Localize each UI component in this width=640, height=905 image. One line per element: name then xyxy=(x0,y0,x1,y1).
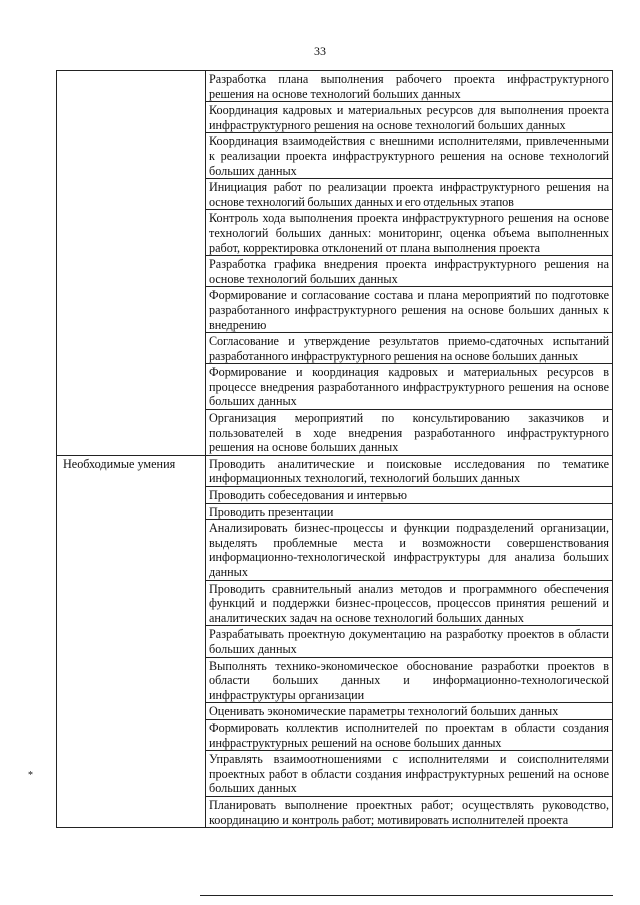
table-row xyxy=(57,71,613,102)
row-label xyxy=(57,71,206,456)
table-row xyxy=(57,455,613,486)
page-number: 33 xyxy=(314,44,326,58)
table-cell: Инициация работ по реализации проекта инфраструктурного решения на основе технологий больших данных и его отдельных этапов xyxy=(206,179,613,210)
table-cell: Разработка плана выполнения рабочего проекта инфраструктурного решения на основе технологий больших данных xyxy=(206,71,613,102)
table-cell: Проводить собеседования и интервью xyxy=(206,487,613,504)
table-cell: Организация мероприятий по консультированию заказчиков и пользователей в ходе внедрения разработанного инфраструктурного решения на основе больших данных xyxy=(206,410,613,456)
table-cell: Разработка графика внедрения проекта инфраструктурного решения на основе технологий больших данных xyxy=(206,256,613,287)
table-cell: Выполнять технико-экономическое обоснование разработки проектов в области больших данных и информационно-технологической инфраструктуры организации xyxy=(206,657,613,703)
margin-mark: * xyxy=(28,770,33,781)
table-cell: Формирование и координация кадровых и материальных ресурсов в процессе внедрения разработанного инфраструктурного решения на основе больших данных xyxy=(206,364,613,410)
table-cell: Планировать выполнение проектных работ; осуществлять руководство, координацию и контроль работ; мотивировать исполнителей проекта xyxy=(206,796,613,827)
table-cell: Анализировать бизнес-процессы и функции подразделений организации, выделять проблемные места и возможности совершенствования информационно-технологической инфраструктуры для анализа больших данных xyxy=(206,520,613,580)
table-cell: Контроль хода выполнения проекта инфраструктурного решения на основе технологий больших данных: мониторинг, оценка объема выполненных работ, корректировка отклонений от плана выполнения проекта xyxy=(206,210,613,256)
table-cell: Формировать коллектив исполнителей по проектам в области создания инфраструктурных решений на основе больших данных xyxy=(206,719,613,750)
bottom-rule xyxy=(200,895,613,896)
table-cell: Координация взаимодействия с внешними исполнителями, привлеченными к реализации проекта инфраструктурного решения на основе технологий больших данных xyxy=(206,133,613,179)
row-label: Необходимые умения xyxy=(57,455,206,827)
table-cell: Формирование и согласование состава и плана мероприятий по подготовке разработанного инфраструктурного решения на основе больших данных к внедрению xyxy=(206,287,613,333)
competency-table xyxy=(56,70,613,828)
table-cell: Проводить презентации xyxy=(206,503,613,520)
table-cell: Согласование и утверждение результатов приемо-сдаточных испытаний разработанного инфраструктурного решения на основе больших данных xyxy=(206,333,613,364)
table-cell: Оценивать экономические параметры технологий больших данных xyxy=(206,703,613,720)
table-cell: Проводить сравнительный анализ методов и программного обеспечения функций и поддержки бизнес-процессов, процессов принятия решений и аналитических задач на основе технологий больших данных xyxy=(206,580,613,626)
table-cell: Проводить аналитические и поисковые исследования по тематике информационных технологий, технологий больших данных xyxy=(206,455,613,486)
table-cell: Разрабатывать проектную документацию на разработку проектов в области больших данных xyxy=(206,626,613,657)
table-cell: Координация кадровых и материальных ресурсов для выполнения проекта инфраструктурного решения на основе технологий больших данных xyxy=(206,102,613,133)
table-cell: Управлять взаимоотношениями с исполнителями и соисполнителями проектных работ в области создания инфраструктурных решений на основе больших данных xyxy=(206,751,613,797)
